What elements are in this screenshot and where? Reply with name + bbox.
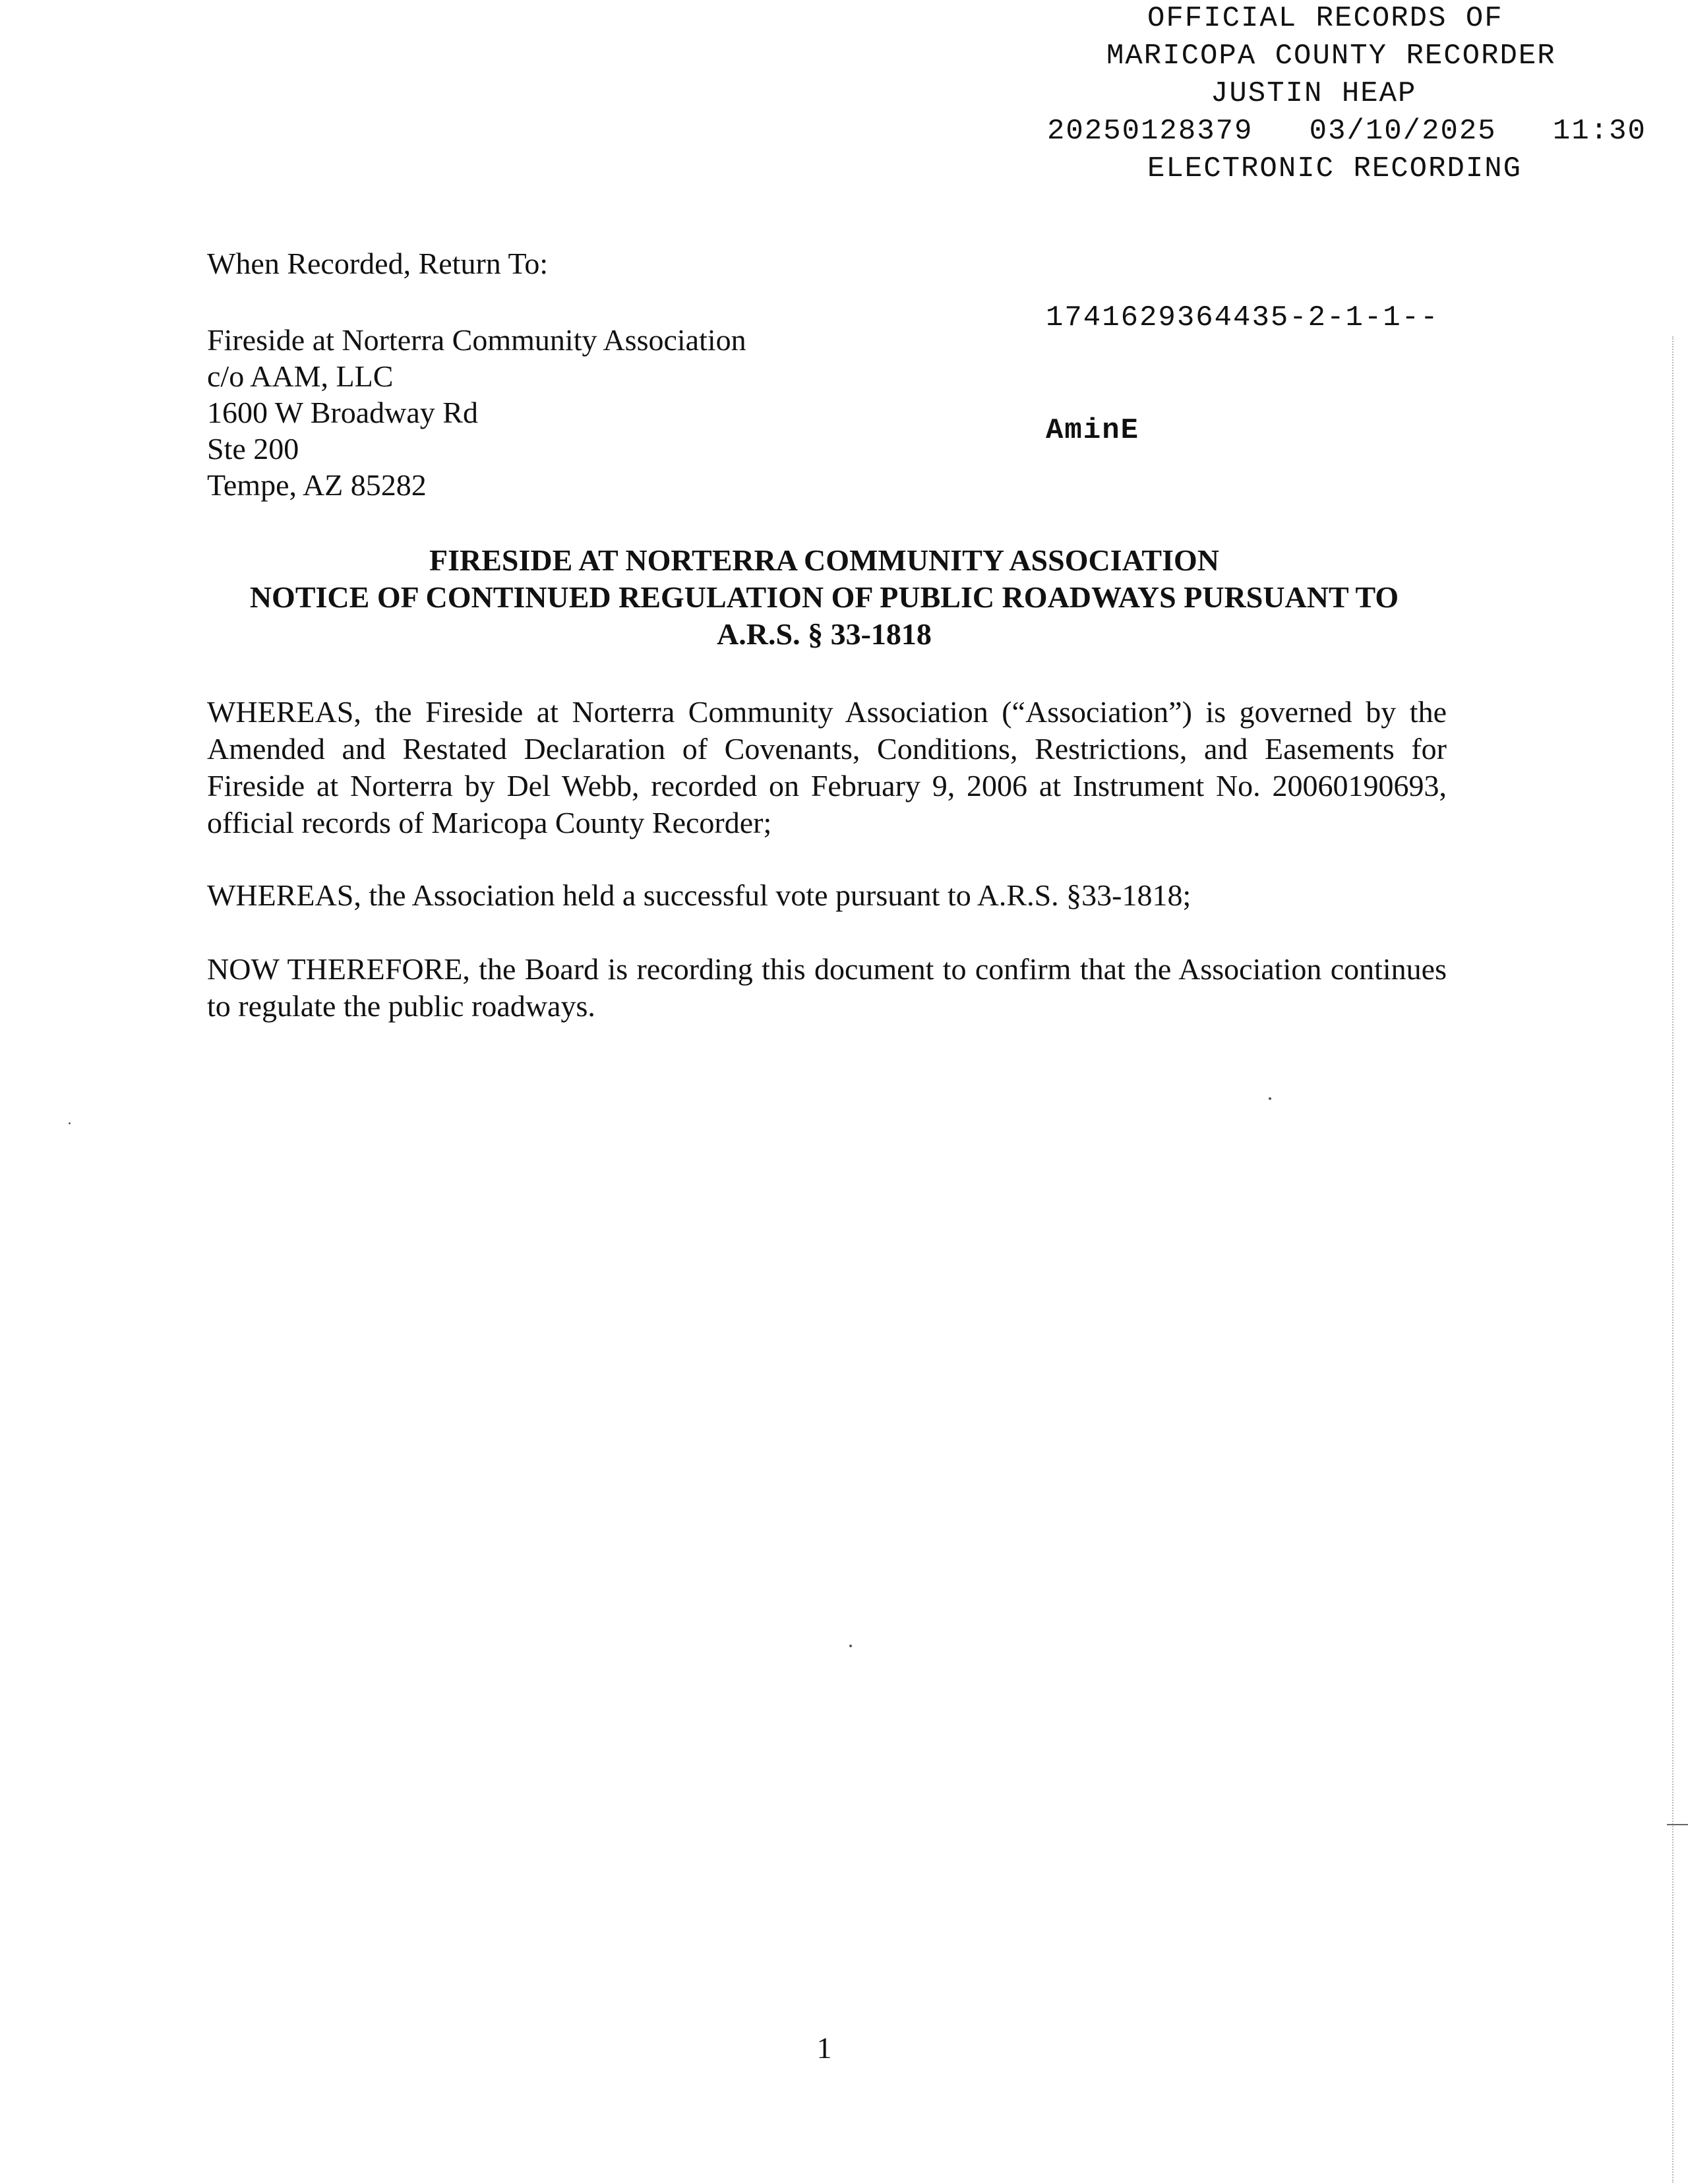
return-address-line: Tempe, AZ 85282 (207, 468, 427, 502)
document-title (198, 542, 1451, 653)
stamp-recorder-name: JUSTIN HEAP (1211, 77, 1417, 110)
title-line-association: FIRESIDE AT NORTERRA COMMUNITY ASSOCIATION (429, 543, 1219, 577)
stamp-operator: AminE (1046, 414, 1140, 447)
stamp-official-records: OFFICIAL RECORDS OF (1147, 2, 1503, 35)
scan-speck (849, 1645, 852, 1647)
now-therefore-paragraph: NOW THEREFORE, the Board is recording this document to confirm that the Association continues to regulate the public roadways. (207, 952, 1447, 1023)
stamp-instrument-date-time: 20250128379 03/10/2025 11:30 (1047, 115, 1646, 148)
recorder-stamp (1029, 0, 1675, 188)
scan-edge-line (1672, 336, 1673, 2183)
return-address-line: Ste 200 (207, 432, 299, 466)
return-address-line: Fireside at Norterra Community Association (207, 323, 746, 357)
title-line-notice: NOTICE OF CONTINUED REGULATION OF PUBLIC ROADWAYS PURSUANT TO (249, 580, 1399, 614)
scan-edge-tick (1667, 1824, 1688, 1825)
scan-speck (69, 1122, 71, 1124)
page-number: 1 (816, 2031, 832, 2065)
scan-speck (1269, 1097, 1271, 1100)
whereas-vote-paragraph: WHEREAS, the Association held a successful vote pursuant to A.R.S. §33-1818; (207, 878, 1191, 912)
stamp-recording-type: ELECTRONIC RECORDING (1147, 152, 1522, 185)
stamp-sequence-block (1046, 224, 1439, 487)
title-line-statute: A.R.S. § 33-1818 (717, 617, 932, 651)
return-to-label: When Recorded, Return To: (207, 247, 549, 280)
whereas-declaration-paragraph: WHEREAS, the Fireside at Norterra Community Association (“Association”) is governed by the Amended and Restated Declaration of Covenants, Conditions, Restrictions, and Easements for Fireside at Norterra by Del Webb, recorded on February 9, 2006 at Instrument No. 20060190693, official records of Maricopa County Recorder; (207, 695, 1447, 839)
return-address-line: c/o AAM, LLC (207, 359, 394, 393)
return-address (207, 322, 746, 503)
stamp-county-recorder: MARICOPA COUNTY RECORDER (1106, 40, 1556, 73)
stamp-sequence-number: 1741629364435-2-1-1-- (1046, 301, 1439, 334)
return-address-line: 1600 W Broadway Rd (207, 396, 478, 429)
